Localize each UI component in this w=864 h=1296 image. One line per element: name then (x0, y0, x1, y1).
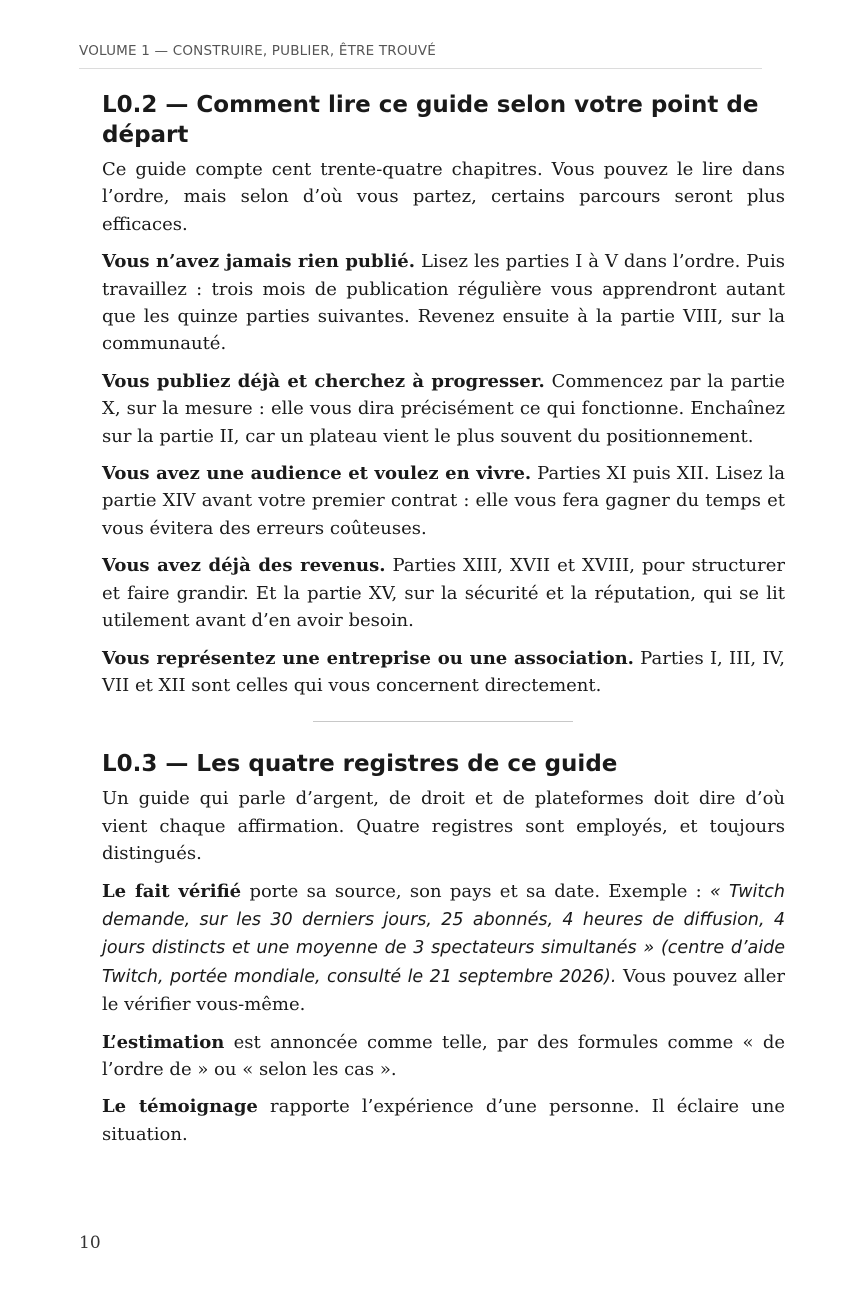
section-divider (313, 721, 573, 722)
path-text: Parties XIII, XVII et XVIII, pour structurer et faire grandir. Et la partie XV, sur la sécurité et la réputation, qui se lit utilement avant d’en avoir besoin. (102, 555, 785, 632)
path-text: Lisez les parties I à V dans l’ordre. Puis travaillez : trois mois de publication régulière vous apprendront autant que les quinze parties suivantes. Revenez ensuite à la partie VIII, sur la communauté. (102, 251, 785, 355)
running-header: VOLUME 1 — CONSTRUIRE, PUBLIER, ÊTRE TROUVÉ (79, 43, 762, 69)
register-paragraph-fait (102, 878, 785, 1019)
register-paragraph-temoignage (102, 1093, 785, 1148)
path-text: Parties XI puis XII. Lisez la partie XIV avant votre premier contrat : elle vous fera gagner du temps et vous évitera des erreurs coûteuses. (102, 463, 785, 539)
register-text: est annoncée comme telle, par des formules comme « de l’ordre de » ou « selon les cas ». (102, 1031, 785, 1080)
register-lead: L’estimation (102, 1031, 225, 1053)
path-paragraph (102, 645, 785, 700)
register-paragraph-estimation (102, 1029, 785, 1084)
path-lead: Vous publiez déjà et cherchez à progresser. (102, 370, 545, 392)
page-number: 10 (79, 1233, 101, 1253)
intro-paragraph: Ce guide compte cent trente-quatre chapitres. Vous pouvez le lire dans l’ordre, mais selon d’où vous partez, certains parcours seront plus efficaces. (102, 159, 785, 235)
section-heading-l02: L0.2 — Comment lire ce guide selon votre point de départ (102, 92, 759, 148)
path-lead: Vous avez déjà des revenus. (102, 555, 386, 577)
register-example: « Twitch demande, sur les 30 derniers jours, 25 abonnés, 4 heures de diffusion, 4 jours distincts et une moyenne de 3 spectateurs simultanés » (centre d’aide Twitch, portée mondiale, consulté le 21 septembre 2026). (102, 881, 785, 987)
section-heading-l03: L0.3 — Les quatre registres de ce guide (102, 751, 618, 778)
path-lead: Vous n’avez jamais rien publié. (102, 251, 416, 273)
page-body (102, 90, 785, 1158)
register-lead: Le témoignage (102, 1096, 258, 1118)
path-paragraph (102, 248, 785, 358)
register-lead: Le fait vérifié (102, 880, 242, 902)
register-text: porte sa source, son pays et sa date. Exemple : (241, 880, 711, 902)
path-text: Parties I, III, IV, VII et XII sont celles qui vous concernent directement. (102, 647, 785, 696)
path-paragraph (102, 552, 785, 634)
intro-paragraph: Un guide qui parle d’argent, de droit et de plateformes doit dire d’où vient chaque affirmation. Quatre registres sont employés, et toujours distingués. (102, 788, 785, 865)
path-text: Commencez par la partie X, sur la mesure : elle vous dira précisément ce qui fonctionne. Enchaînez sur la partie II, car un plateau vient le plus souvent du positionnement. (102, 370, 785, 447)
path-paragraph (102, 460, 785, 542)
path-lead: Vous avez une audience et voulez en vivre. (102, 463, 532, 485)
path-lead: Vous représentez une entreprise ou une association. (102, 647, 634, 669)
register-text: Vous pouvez aller le vérifier vous-même. (102, 965, 785, 1016)
path-paragraph (102, 368, 785, 450)
register-text: rapporte l’expérience d’une personne. Il éclaire une situation. (102, 1096, 785, 1145)
